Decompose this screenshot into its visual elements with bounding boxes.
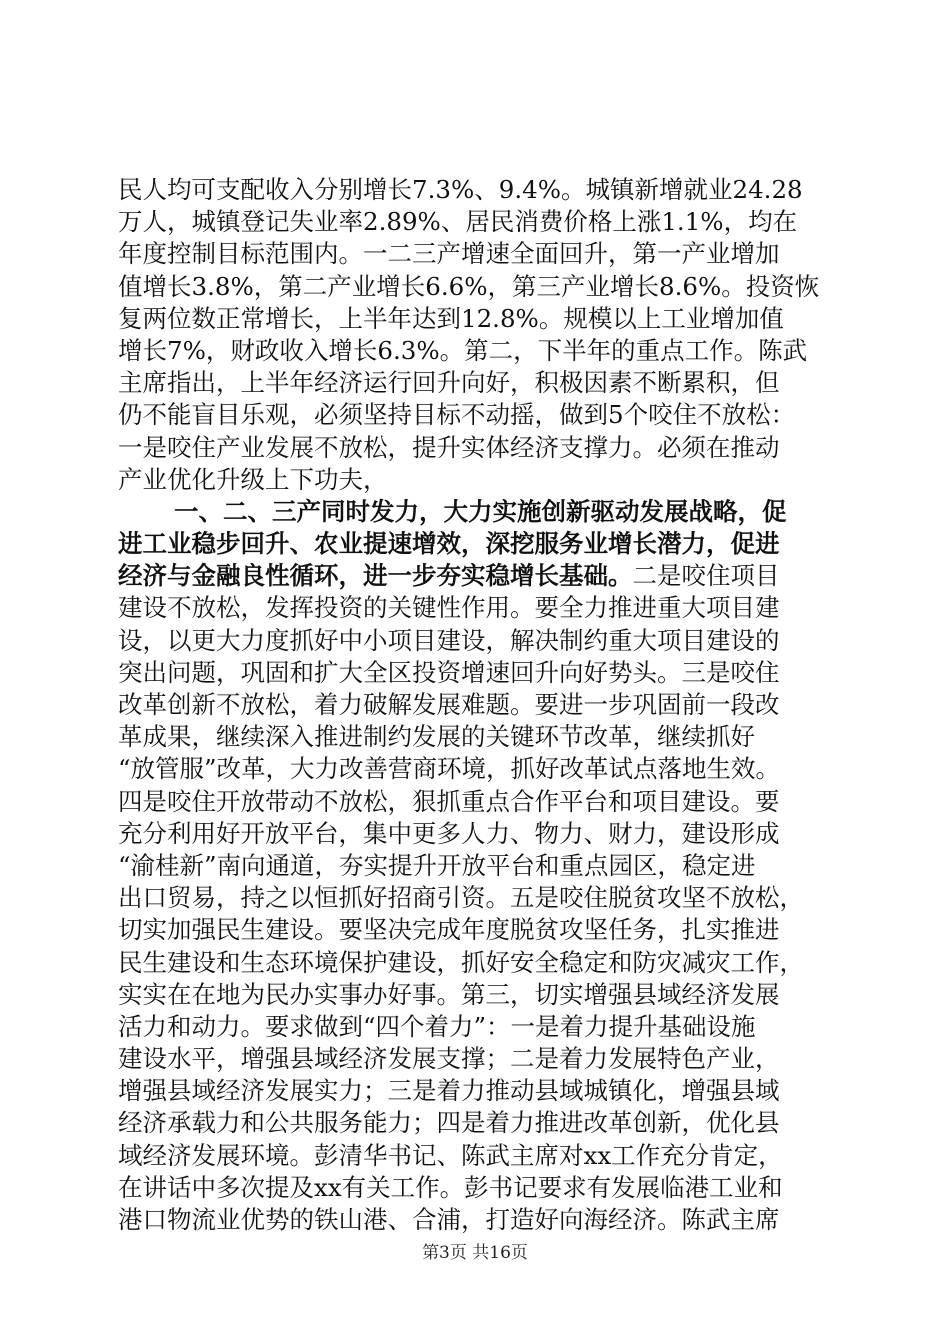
body-text: 民生建设和生态环境保护建设，抓好安全稳定和防灾减灾工作， [118,947,804,977]
text-line [118,1204,832,1236]
bold-text: 进工业稳步回升、农业提速增效，深挖服务业增长潜力，促进 [118,529,780,559]
body-text: 二是咬住项目 [632,561,780,591]
text-line [118,850,832,882]
text-line [118,721,832,753]
text-line [118,238,832,270]
body-text: 增长7%，财政收入增长6.3%。第二，下半年的重点工作。陈武 [118,335,808,365]
body-text: 改革创新不放松，着力破解发展难题。要进一步巩固前一段改 [118,690,780,719]
bold-text: 一、二、三产同时发力，大力实施创新驱动发展战略，促 [174,496,787,526]
body-text: 民人均可支配收入分别增长7.3%、9.4%。城镇新增就业24.28 [118,175,803,204]
text-line [118,1140,832,1172]
text-line [118,1107,832,1139]
body-text: 切实加强民生建设。要坚决完成年度脱贫攻坚任务，扎实推进 [118,915,780,945]
text-line [118,560,832,592]
body-text: 活力和动力。要求做到“四个着力”：一是着力提升基础设施 [118,1011,756,1041]
text-line [118,1172,832,1204]
body-text: 值增长3.8%，第二产业增长6.6%，第三产业增长8.6%。投资恢 [118,271,820,301]
body-text: 港口物流业优势的铁山港、合浦，打造好向海经济。陈武主席 [118,1205,780,1234]
text-line [118,399,832,431]
text-line [118,271,832,303]
text-line [118,1011,832,1043]
text-line [118,625,832,657]
document-body [118,174,832,1236]
text-line [118,1043,832,1075]
text-line [118,1075,832,1107]
body-text: 产业优化升级上下功夫， [118,464,388,494]
body-text: 仍不能盲目乐观，必须坚持目标不动摇，做到5个咬住不放松： [118,400,796,430]
body-text: 增强县域经济发展实力；三是着力推动县域城镇化，增强县域 [118,1076,780,1106]
text-line [118,914,832,946]
text-line [118,174,832,206]
text-line [118,367,832,399]
text-line [118,335,832,367]
body-text: 一是咬住产业发展不放松，提升实体经济支撑力。必须在推动 [118,432,780,462]
body-text: 万人，城镇登记失业率2.89%、居民消费价格上涨1.1%，均在 [118,207,798,237]
body-text: 突出问题，巩固和扩大全区投资增速回升向好势头。三是咬住 [118,657,780,687]
body-text: 四是咬住开放带动不放松，狠抓重点合作平台和项目建设。要 [118,786,780,816]
text-line [118,303,832,335]
text-line [118,496,832,528]
text-line [118,689,832,721]
text-line [118,464,832,496]
text-line [118,786,832,818]
text-line [118,979,832,1011]
page-footer: 第3页 共16页 [422,1243,528,1263]
body-text: 充分利用好开放平台，集中更多人力、物力、财力，建设形成 [118,818,780,848]
text-line [118,753,832,785]
text-line [118,818,832,850]
body-text: “渝桂新”南向通道，夯实提升开放平台和重点园区，稳定进 [118,850,756,880]
body-text: 主席指出，上半年经济运行回升向好，积极因素不断累积，但 [118,368,780,398]
body-text: 经济承载力和公共服务能力；四是着力推进改革创新，优化县 [118,1108,780,1138]
body-text: 复两位数正常增长，上半年达到12.8%。规模以上工业增加值 [118,303,784,333]
text-line [118,657,832,689]
text-line [118,432,832,464]
bold-text: 经济与金融良性循环，进一步夯实稳增长基础。 [118,561,633,591]
body-text: “放管服”改革，大力改善营商环境，抓好改革试点落地生效。 [118,754,781,784]
body-text: 出口贸易，持之以恒抓好招商引资。五是咬住脱贫攻坚不放松， [118,883,804,913]
body-text: 革成果，继续深入推进制约发展的关键环节改革，继续抓好 [118,722,755,752]
text-line [118,206,832,238]
text-line [118,528,832,560]
body-text: 建设不放松，发挥投资的关键性作用。要全力推进重大项目建 [118,593,780,623]
text-line [118,882,832,914]
text-line [118,592,832,624]
body-text: 实实在在地为民办实事办好事。第三，切实增强县域经济发展 [118,979,780,1009]
body-text: 设，以更大力度抓好中小项目建设，解决制约重大项目建设的 [118,625,780,655]
body-text: 在讲话中多次提及xx有关工作。彭书记要求有发展临港工业和 [118,1172,783,1202]
body-text: 建设水平，增强县域经济发展支撑；二是着力发展特色产业， [118,1044,780,1074]
body-text: 年度控制目标范围内。一二三产增速全面回升，第一产业增加 [118,239,780,269]
text-line [118,947,832,979]
body-text: 域经济发展环境。彭清华书记、陈武主席对xx工作充分肯定， [118,1140,783,1170]
